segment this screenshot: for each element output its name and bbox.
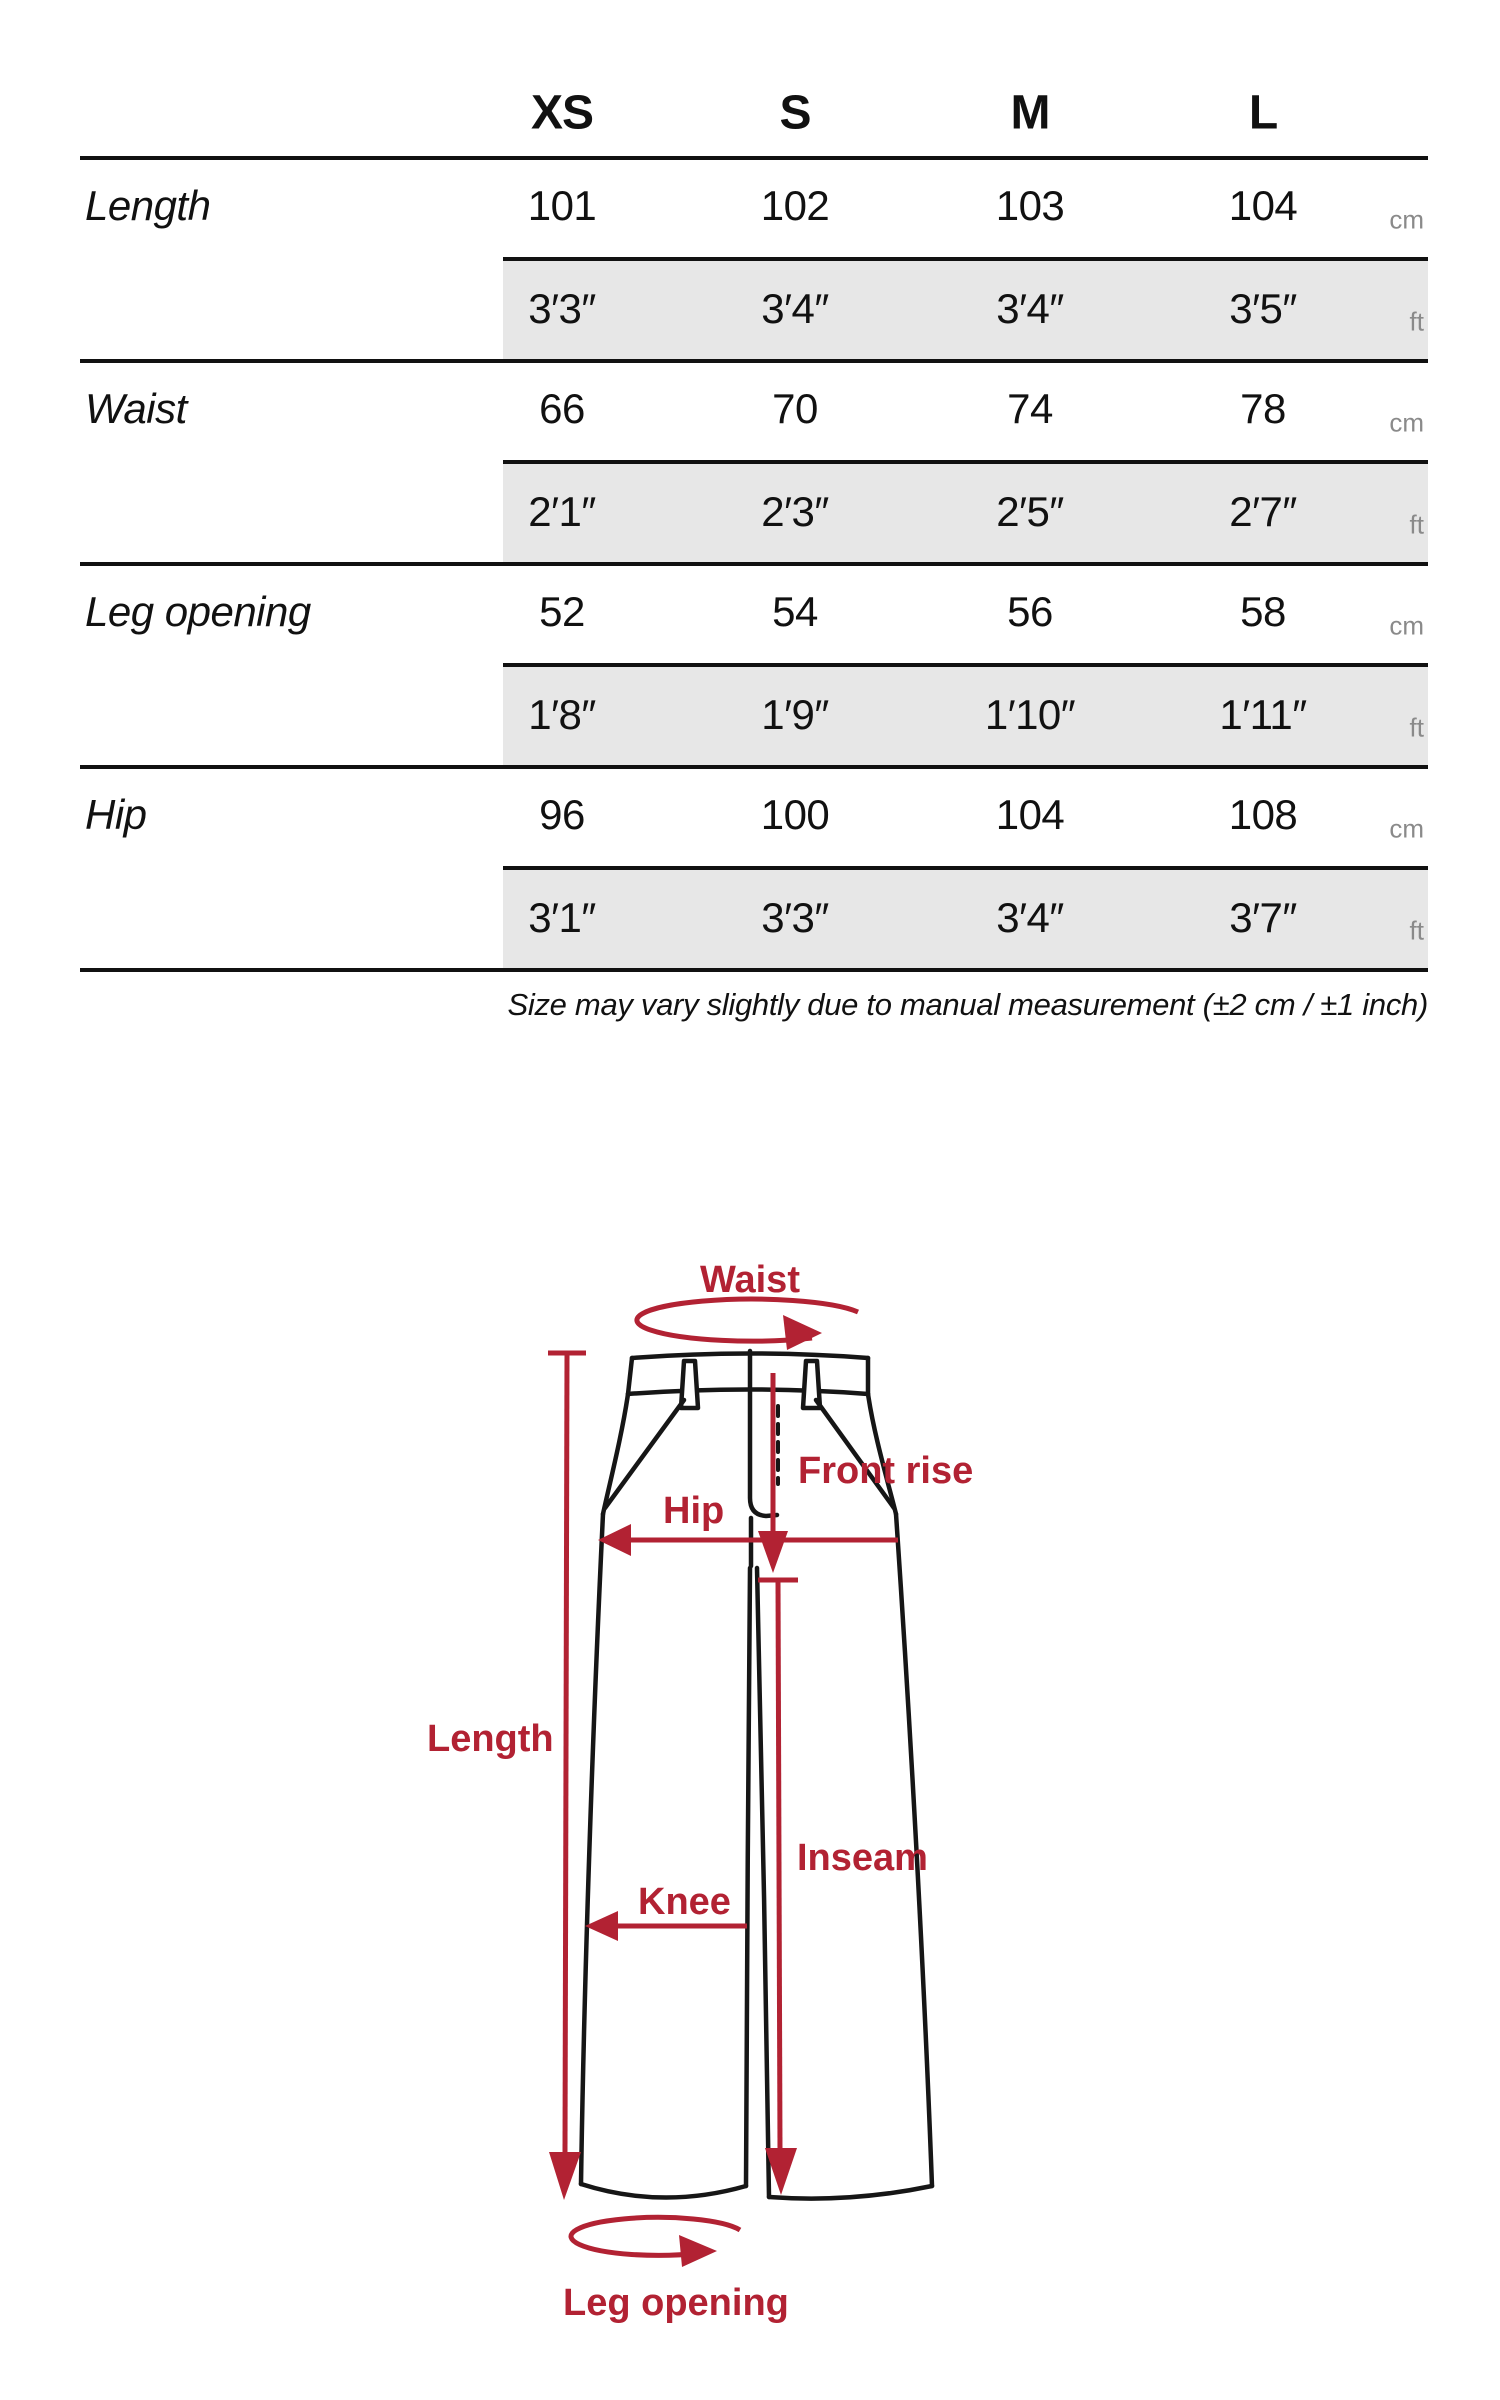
cell-length-l-cm: 104: [1228, 182, 1298, 229]
cell-length-m-cm: 103: [995, 182, 1065, 229]
cell-hip-xs-ft: 3′1″: [528, 894, 596, 941]
unit-cm-label: cm: [1389, 610, 1424, 641]
size-header-m: M: [1010, 86, 1050, 140]
front-rise-arrowhead: [758, 1531, 788, 1573]
cell-length-s-cm: 102: [760, 182, 830, 229]
row-label-hip: Hip: [85, 791, 147, 838]
cell-waist-m-ft: 2′5″: [996, 488, 1064, 535]
cell-length-xs-ft: 3′3″: [528, 285, 596, 332]
table-rule: [80, 156, 1428, 160]
unit-cm-label: cm: [1389, 813, 1424, 844]
waist-ellipse-arrow: [637, 1299, 858, 1341]
cell-waist-s-ft: 2′3″: [761, 488, 829, 535]
cell-legopening-l-cm: 58: [1240, 588, 1286, 635]
size-header-l: L: [1248, 86, 1278, 140]
cell-length-s-ft: 3′4″: [761, 285, 829, 332]
cell-legopening-m-ft: 1′10″: [984, 691, 1076, 738]
leg-opening-arrowhead: [679, 2235, 717, 2267]
cell-waist-l-ft: 2′7″: [1229, 488, 1297, 535]
pants-measurement-diagram: [0, 1200, 1500, 2400]
cell-hip-s-ft: 3′3″: [761, 894, 829, 941]
length-arrowhead: [549, 2152, 581, 2200]
cell-hip-l-ft: 3′7″: [1229, 894, 1297, 941]
waist-arrowhead: [783, 1315, 822, 1350]
cell-legopening-l-ft: 1′11″: [1219, 691, 1307, 738]
row-label-length: Length: [85, 182, 211, 229]
cell-legopening-s-cm: 54: [772, 588, 818, 635]
hip-label: Hip: [663, 1490, 725, 1532]
cell-legopening-xs-cm: 52: [539, 588, 585, 635]
table-rule-partial: [503, 460, 1428, 464]
cell-hip-m-ft: 3′4″: [996, 894, 1064, 941]
cell-waist-s-cm: 70: [772, 385, 818, 432]
table-rule-partial: [503, 663, 1428, 667]
inner-leg-left: [746, 1568, 750, 2186]
inseam-line: [778, 1580, 780, 2150]
annotation-labels: [427, 1259, 973, 2324]
table-rule: [80, 562, 1428, 566]
length-label: Length: [427, 1718, 554, 1760]
unit-ft-label: ft: [1409, 509, 1424, 540]
knee-label: Knee: [638, 1881, 731, 1923]
table-rule-partial: [503, 257, 1428, 261]
unit-ft-label: ft: [1409, 306, 1424, 337]
inner-leg-right: [757, 1568, 769, 2197]
table-rule-partial: [503, 866, 1428, 870]
cell-waist-xs-ft: 2′1″: [528, 488, 596, 535]
size-header-xs: XS: [530, 86, 594, 140]
table-rule: [80, 359, 1428, 363]
length-line: [565, 1353, 567, 2152]
cell-legopening-m-cm: 56: [1007, 588, 1053, 635]
front-rise-label: Front rise: [798, 1450, 974, 1492]
unit-ft-label: ft: [1409, 712, 1424, 743]
unit-cm-label: cm: [1389, 407, 1424, 438]
cell-length-xs-cm: 101: [527, 182, 597, 229]
leg-opening-label: Leg opening: [563, 2282, 789, 2324]
outer-leg-left: [581, 1514, 603, 2184]
cell-length-m-ft: 3′4″: [996, 285, 1064, 332]
cell-hip-l-cm: 108: [1228, 791, 1298, 838]
measurement-disclaimer: Size may vary slightly due to manual measurement (±2 cm / ±1 inch): [507, 987, 1428, 1022]
waistband-left-edge: [628, 1358, 632, 1394]
waist-label: Waist: [700, 1259, 800, 1301]
knee-arrowhead: [585, 1911, 618, 1941]
cell-hip-xs-cm: 96: [539, 791, 585, 838]
cell-length-l-ft: 3′5″: [1229, 285, 1297, 332]
size-header-s: S: [779, 86, 811, 140]
cell-waist-xs-cm: 66: [539, 385, 585, 432]
unit-cm-label: cm: [1389, 204, 1424, 235]
table-rule: [80, 968, 1428, 972]
cell-waist-m-cm: 74: [1007, 385, 1053, 432]
unit-ft-label: ft: [1409, 915, 1424, 946]
cell-hip-s-cm: 100: [760, 791, 830, 838]
cell-legopening-xs-ft: 1′8″: [528, 691, 596, 738]
leg-opening-ellipse-arrow: [571, 2217, 740, 2255]
hem-left: [581, 2184, 746, 2198]
table-rule: [80, 765, 1428, 769]
cell-legopening-s-ft: 1′9″: [761, 691, 829, 738]
row-label-waist: Waist: [85, 385, 187, 432]
hem-right: [769, 2186, 932, 2199]
inseam-label: Inseam: [797, 1837, 928, 1879]
row-label-leg-opening: Leg opening: [85, 588, 311, 635]
cell-waist-l-cm: 78: [1240, 385, 1286, 432]
cell-hip-m-cm: 104: [995, 791, 1065, 838]
